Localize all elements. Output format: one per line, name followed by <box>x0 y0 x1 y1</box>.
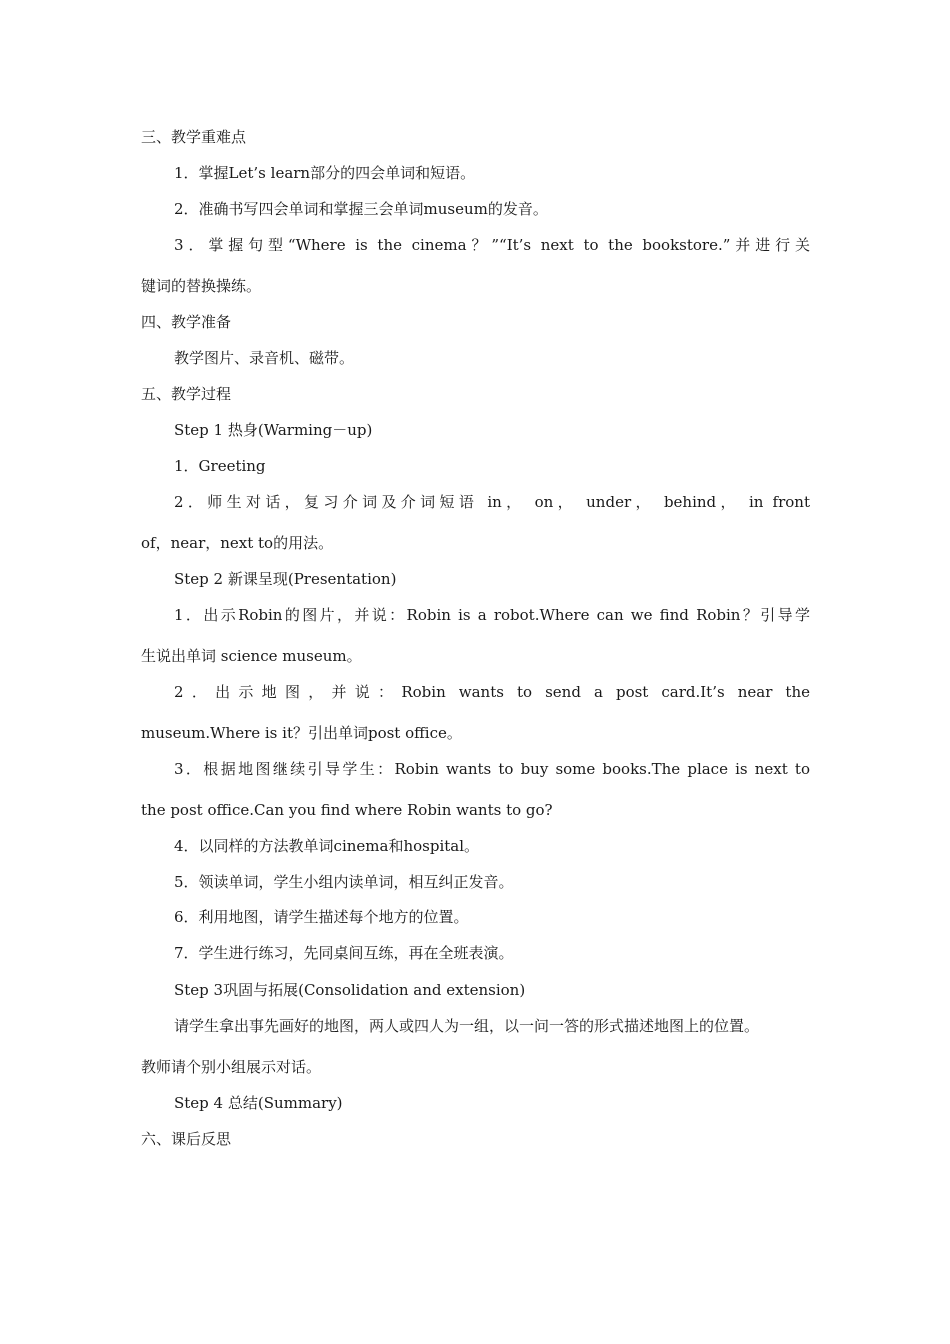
step2-item-2: 2．出示地图，并说：Robin wants to send a post card.It’s near the <box>174 683 810 701</box>
key-point-3: 3．掌握句型“Where is the cinema？”“It’s next to the bookstore.”并进行关 <box>174 236 810 254</box>
key-point-3-continued: 键词的替换操练。 <box>141 277 262 295</box>
key-point-1: 1．掌握Let’s learn部分的四会单词和短语。 <box>174 164 476 182</box>
step2-item-7: 7．学生进行练习，先同桌间互练，再在全班表演。 <box>174 944 514 962</box>
section-heading-process: 五、教学过程 <box>141 385 232 403</box>
step3-title: Step 3巩固与拓展(Consolidation and extension) <box>174 981 526 999</box>
step2-title: Step 2 新课呈现(Presentation) <box>174 570 397 588</box>
step2-item-5: 5．领读单词，学生小组内读单词，相互纠正发音。 <box>174 873 514 891</box>
preparation-text: 教学图片、录音机、磁带。 <box>174 349 355 367</box>
step2-item-1-continued: 生说出单词 science museum。 <box>141 647 362 665</box>
step1-title: Step 1 热身(Warming－up) <box>174 421 373 439</box>
step2-item-6: 6．利用地图，请学生描述每个地方的位置。 <box>174 908 469 926</box>
step2-item-3: 3．根据地图继续引导学生：Robin wants to buy some books.The place is next to <box>174 760 810 778</box>
step3-item-1: 请学生拿出事先画好的地图，两人或四人为一组，以一问一答的形式描述地图上的位置。 <box>174 1017 760 1035</box>
step2-item-2-continued: museum.Where is it？引出单词post office。 <box>141 724 462 742</box>
step2-item-4: 4．以同样的方法教单词cinema和hospital。 <box>174 837 480 855</box>
step4-title: Step 4 总结(Summary) <box>174 1094 343 1112</box>
key-point-2: 2．准确书写四会单词和掌握三会单词museum的发音。 <box>174 200 548 218</box>
step3-item-1-continued: 教师请个别小组展示对话。 <box>141 1058 322 1076</box>
section-heading-key-points: 三、教学重难点 <box>141 128 247 146</box>
section-heading-preparation: 四、教学准备 <box>141 313 232 331</box>
step1-item-2-continued: of，near，next to的用法。 <box>141 534 334 552</box>
step2-item-3-continued: the post office.Can you find where Robin wants to go? <box>141 801 553 819</box>
step2-item-1: 1．出示Robin的图片，并说：Robin is a robot.Where can we find Robin？引导学 <box>174 606 810 624</box>
step1-item-2: 2．师生对话，复习介词及介词短语 in， on， under， behind， in front <box>174 493 810 511</box>
step1-item-1: 1．Greeting <box>174 457 266 475</box>
section-heading-reflection: 六、课后反思 <box>141 1130 232 1148</box>
